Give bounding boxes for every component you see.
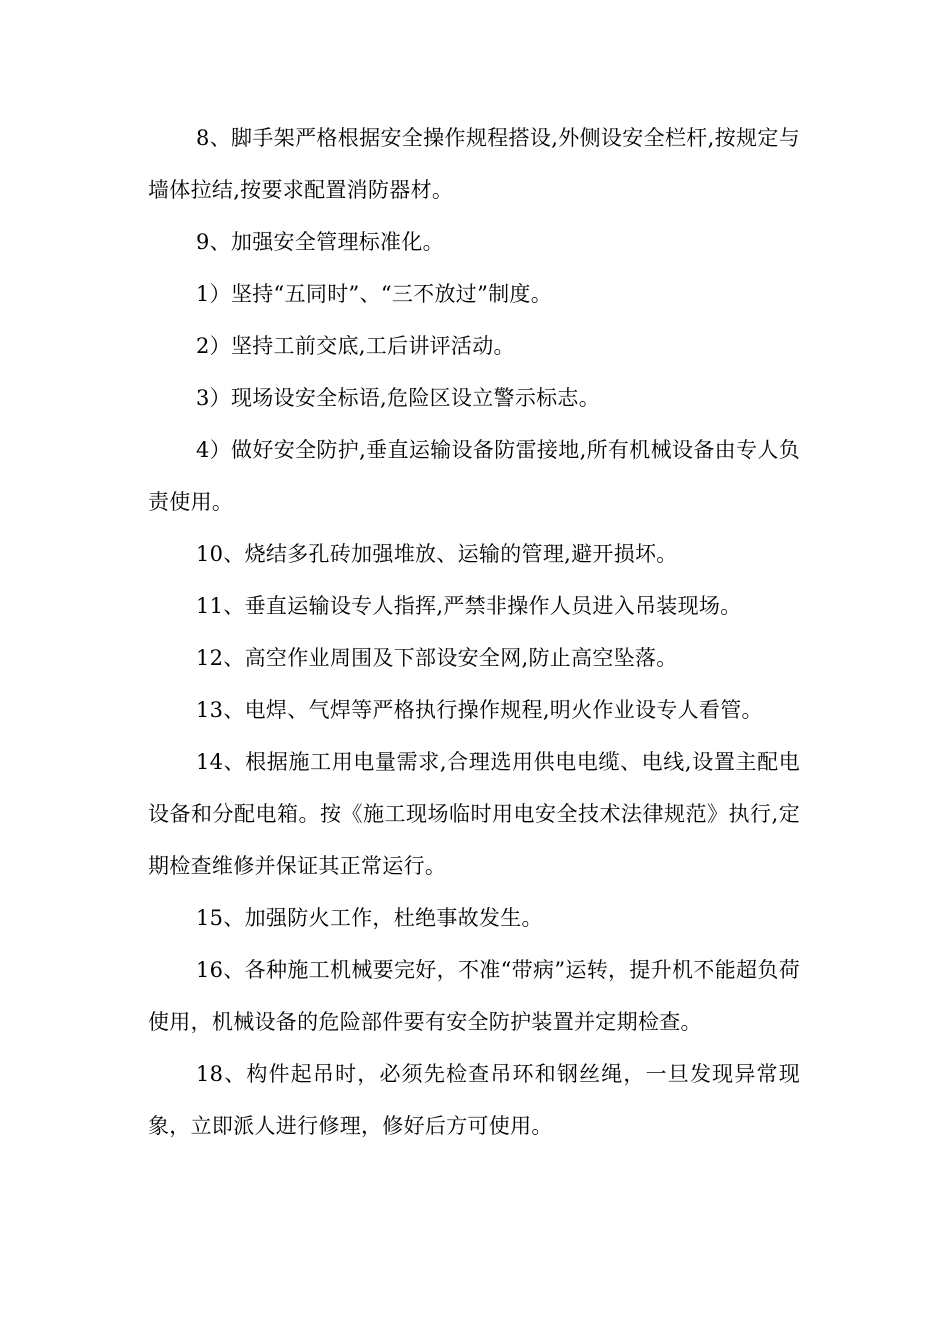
paragraph-subitem-1: 1）坚持“五同时”、“三不放过”制度。 xyxy=(196,282,553,306)
paragraph-item-12: 12、高空作业周围及下部设安全网,防止高空坠落。 xyxy=(196,646,678,670)
paragraph-item-15: 15、加强防火工作，杜绝事故发生。 xyxy=(196,906,543,930)
paragraph-subitem-2: 2）坚持工前交底,工后讲评活动。 xyxy=(196,334,515,358)
paragraph-item-11: 11、垂直运输设专人指挥,严禁非操作人员进入吊装现场。 xyxy=(196,594,742,618)
paragraph-item-10: 10、烧结多孔砖加强堆放、运输的管理,避开损坏。 xyxy=(196,542,678,566)
paragraph-subitem-4: 4）做好安全防护,垂直运输设备防雷接地,所有机械设备由专人负责使用。 xyxy=(148,438,800,514)
paragraph-subitem-3: 3）现场设安全标语,危险区设立警示标志。 xyxy=(196,386,601,410)
document-body xyxy=(148,112,800,1152)
paragraph-item-16: 16、各种施工机械要完好，不准“带病”运转，提升机不能超负荷使用，机械设备的危险部件要有安全防护装置并定期检查。 xyxy=(148,958,800,1034)
paragraph-item-13: 13、电焊、气焊等严格执行操作规程,明火作业设专人看管。 xyxy=(196,698,763,722)
paragraph-item-18: 18、构件起吊时，必须先检查吊环和钢丝绳，一旦发现异常现象，立即派人进行修理，修好后方可使用。 xyxy=(148,1062,800,1138)
paragraph-item-8: 8、脚手架严格根据安全操作规程搭设,外侧设安全栏杆,按规定与墙体拉结,按要求配置消防器材。 xyxy=(148,126,800,202)
paragraph-item-14: 14、根据施工用电量需求,合理选用供电电缆、电线,设置主配电设备和分配电箱。按《施工现场临时用电安全技术法律规范》执行,定期检查维修并保证其正常运行。 xyxy=(148,750,800,878)
paragraph-item-9: 9、加强安全管理标准化。 xyxy=(196,230,444,254)
